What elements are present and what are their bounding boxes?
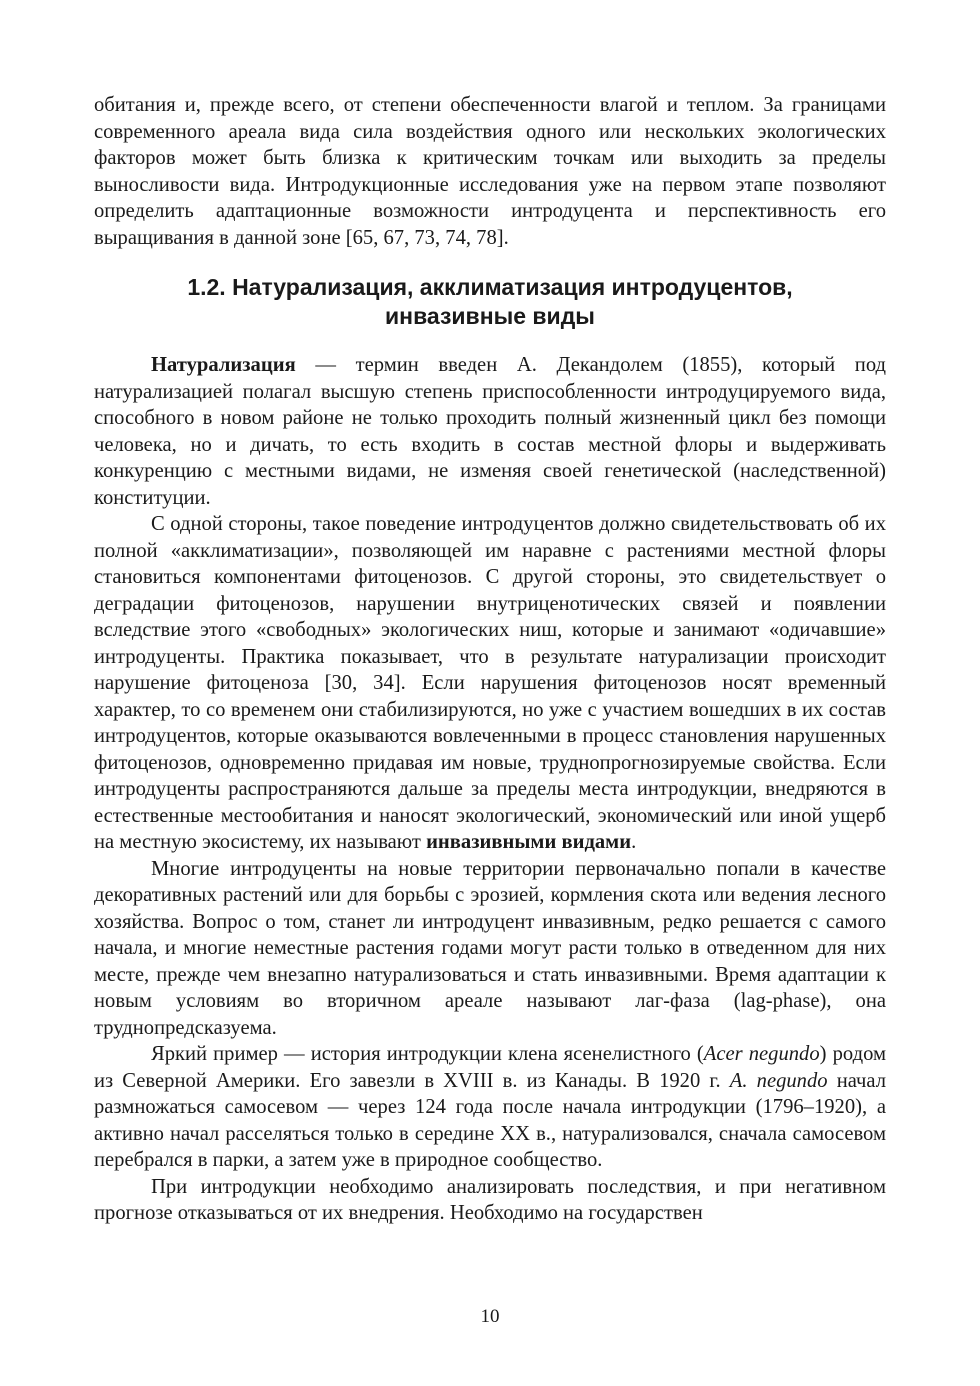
paragraph-consequences: При интродукции необходимо анализировать последствия, и при негативном прогнозе отказываться от их внедрения. Необходимо на государствен — [94, 1175, 886, 1224]
acer-text-b: ) родом из Северной Америки. Его завезли в XVIII в. из Канады. В 1920 г. — [94, 1043, 887, 1092]
species-acer-negundo: Acer negundo — [703, 1043, 820, 1065]
term-invasive-species: инвазивными видами — [426, 831, 632, 853]
paragraph-naturalization — [94, 352, 886, 511]
paragraph-behavior-end: . — [631, 831, 637, 853]
acer-text-c: начал размножаться самосевом — через 124 года после начала интродукции (1796–1920), а активно начал расселяться только в середине XX в., натурализовался, сначала самосевом перебрался в парки, а затем уже в природное сообщество. — [94, 1069, 886, 1171]
paragraph-behavior-text: С одной стороны, такое поведение интродуцентов должно свидетельствовать об их полной «акклиматизации», позволяющей им наравне с растениями местной флоры становиться компонентами фитоценозов. С другой стороны, это свидетельствует о деградации фитоценозов, нарушении внутриценотических связей и появлении вследствие этого «свободных» экологических ниш, которые и занимают «одичавшие» интродуценты. Практика показывает, что в результате натурализации происходит нарушение фитоценоза [30, 34]. Если нарушения фитоценозов носят временный характер, то со временем они стабилизируются, но уже с участием вошедших в их состав интродуцентов, которые оказываются вовлеченными в процесс становления нарушенных фитоценозов, одновременно придавая им новые, труднопрогнозируемые свойства. Если интродуценты распространяются дальше за пределы места интродукции, внедряются в естественные местообитания и наносят экологический, экономический или иной ущерб на местную экосистему, их называют — [94, 513, 886, 853]
section-title-line-1: 1.2. Натурализация, акклиматизация интродуцентов, — [187, 274, 793, 300]
page-content — [94, 92, 886, 1227]
intro-paragraph: обитания и, прежде всего, от степени обеспеченности влагой и теплом. За границами современного ареала вида сила воздействия одного или нескольких экологических факторов может быть близка к критическим точкам или выходить за пределы выносливости вида. Интродукционные исследования уже на первом этапе позволяют определить адаптационные возможности интродуцента и перспективность его выращивания в данной зоне [65, 67, 73, 74, 78]. — [94, 94, 886, 249]
paragraph-naturalization-text: — термин введен А. Декандолем (1855), который под натурализацией полагал высшую степень приспособленности интродуцируемого вида, способного в новом районе не только проходить полный жизненный цикл без помощи человека, но и дичать, то есть входить в состав местной флоры и выдерживать конкуренцию с местными видами, не изменяя своей генетической (наследственной) конституции. — [94, 354, 886, 509]
acer-text-a: Яркий пример — история интродукции клена ясенелистного ( — [151, 1043, 704, 1065]
term-naturalization: Натурализация — [151, 354, 296, 376]
species-a-negundo: A. negundo — [729, 1069, 828, 1092]
paragraph-lag-phase: Многие интродуценты на новые территории первоначально попали в качестве декоративных растений или для борьбы с эрозией, кормления скота или ведения лесного хозяйства. Вопрос о том, станет ли интродуцент инвазивным, редко решается с самого начала, и многие неместные растения годами могут расти только в отведенном для них месте, прежде чем внезапно натурализоваться и стать инвазивными. Время адаптации к новым условиям во вторичном ареале называют лаг-фаза (lag-phase), она труднопредсказуема. — [94, 857, 886, 1039]
section-heading — [94, 273, 886, 331]
section-title-line-2: инвазивные виды — [385, 303, 595, 329]
paragraph-behavior — [94, 511, 886, 856]
page-number: 10 — [480, 1306, 500, 1327]
paragraph-acer-example — [94, 1041, 886, 1174]
